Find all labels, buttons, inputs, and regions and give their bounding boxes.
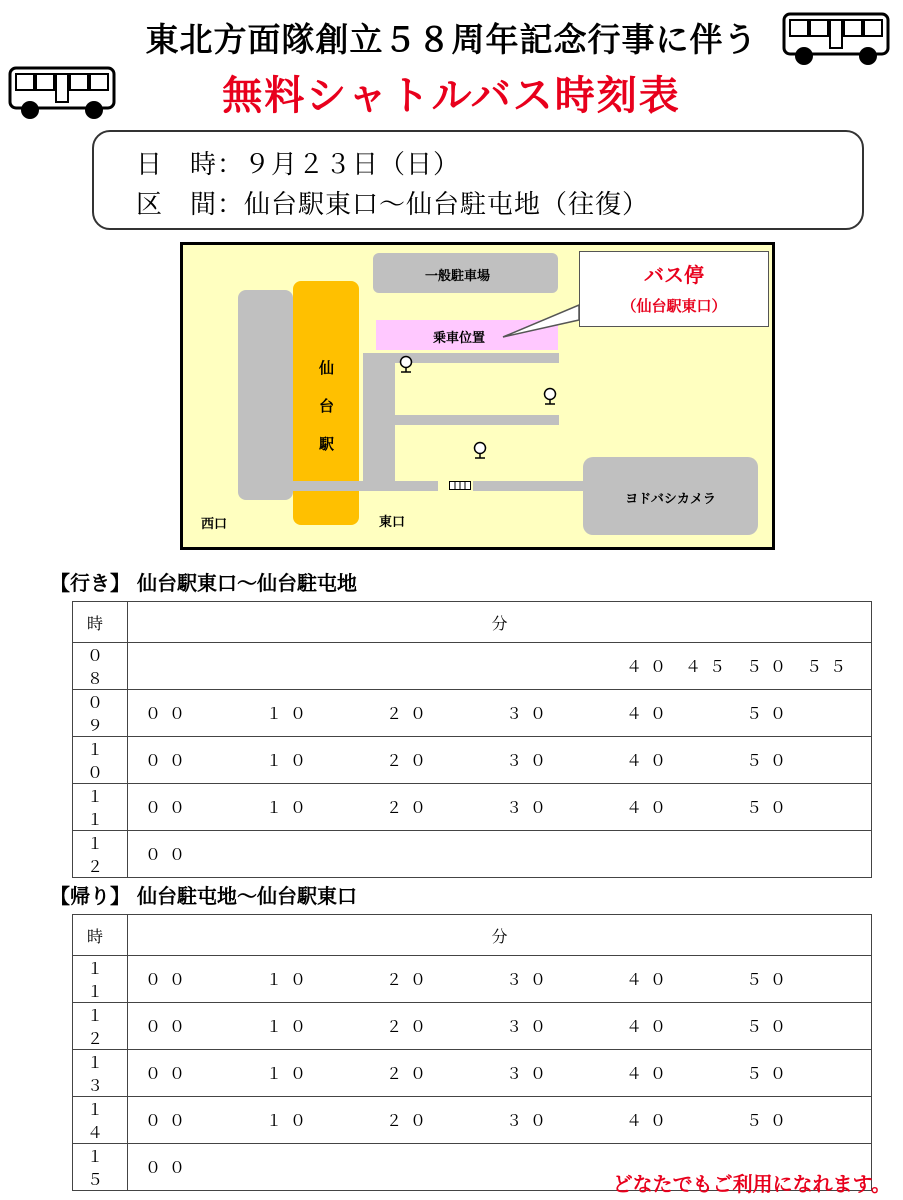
boarding-label: 乗車位置 — [433, 331, 486, 346]
departure-minute: ４０ — [626, 751, 675, 770]
hour-cell: １０ — [73, 737, 128, 784]
departure-minute: ３０ — [506, 1111, 555, 1130]
table-header-row — [73, 602, 872, 643]
bus-stop-icon-3 — [471, 441, 489, 461]
outbound-table — [72, 601, 872, 878]
station-char-1: 仙 — [319, 359, 335, 377]
hour-cell: １３ — [73, 1050, 128, 1097]
departure-minute: ２０ — [386, 751, 435, 770]
departure-minute: １０ — [266, 970, 315, 989]
table-row — [73, 690, 872, 737]
departure-minute: ００ — [145, 1017, 194, 1036]
departure-minute: ４０ — [626, 798, 675, 817]
departure-minute: ５５ — [806, 657, 855, 676]
hour-cell: １１ — [73, 956, 128, 1003]
minutes-cell — [128, 1003, 872, 1050]
departure-minute: ３０ — [506, 704, 555, 723]
table-row — [73, 956, 872, 1003]
table-row — [73, 1050, 872, 1097]
minutes-cell — [128, 643, 872, 690]
parking-label: 一般駐車場 — [425, 269, 491, 284]
inbound-title: 【帰り】 仙台駐屯地～仙台駅東口 — [50, 884, 357, 908]
minute-header: 分 — [128, 915, 872, 956]
minutes-cell — [128, 784, 872, 831]
departure-minute: ５０ — [746, 970, 795, 989]
departure-minute: ５０ — [746, 657, 795, 676]
outbound-rows — [73, 643, 872, 878]
departure-minute: ００ — [145, 751, 194, 770]
hour-cell: １１ — [73, 784, 128, 831]
hour-cell: ０８ — [73, 643, 128, 690]
title-line-2: 無料シャトルバス時刻表 — [222, 73, 681, 119]
departure-minute: ５０ — [746, 1017, 795, 1036]
departure-minute: ４０ — [626, 1017, 675, 1036]
minute-header: 分 — [128, 602, 872, 643]
departure-minute: １０ — [266, 798, 315, 817]
date-line — [136, 144, 460, 181]
hour-header: 時 — [73, 915, 128, 956]
outbound-title: 【行き】 仙台駅東口～仙台駐屯地 — [50, 571, 357, 595]
hour-cell: ０９ — [73, 690, 128, 737]
departure-minute: ５０ — [746, 751, 795, 770]
info-box — [92, 130, 864, 230]
hour-header: 時 — [73, 602, 128, 643]
table-row — [73, 784, 872, 831]
departure-minute: ００ — [145, 845, 194, 864]
departure-minute: ００ — [145, 1064, 194, 1083]
east-exit-label: 東口 — [379, 515, 406, 530]
departure-minute: ３０ — [506, 1064, 555, 1083]
departure-minute: ５０ — [746, 1064, 795, 1083]
table-row — [73, 831, 872, 878]
bus-stop-subtitle: （仙台駅東口） — [621, 297, 727, 315]
departure-minute: ５０ — [746, 1111, 795, 1130]
departure-minute: ００ — [145, 704, 194, 723]
title-line-1: 東北方面隊創立５８周年記念行事に伴う — [145, 20, 758, 59]
minutes-cell — [128, 956, 872, 1003]
bus-icon-left — [8, 66, 116, 122]
departure-minute: ５０ — [746, 798, 795, 817]
route-label: 区 間： — [136, 190, 245, 220]
minutes-cell — [128, 831, 872, 878]
departure-minute: ２０ — [386, 1111, 435, 1130]
departure-minute: ３０ — [506, 970, 555, 989]
hour-cell: １４ — [73, 1097, 128, 1144]
store-label: ヨドバシカメラ — [625, 492, 716, 507]
departure-minute: ４０ — [626, 657, 675, 676]
departure-minute: ００ — [145, 970, 194, 989]
departure-minute: ３０ — [506, 751, 555, 770]
station-char-2: 台 — [319, 397, 335, 415]
departure-minute: ００ — [145, 798, 194, 817]
departure-minute: ４５ — [685, 657, 734, 676]
station-map — [180, 242, 775, 550]
departure-minute: １０ — [266, 704, 315, 723]
departure-minute: １０ — [266, 1111, 315, 1130]
departure-minute: ４０ — [626, 704, 675, 723]
departure-minute: １０ — [266, 751, 315, 770]
departure-minute: ４０ — [626, 1111, 675, 1130]
departure-minute: ００ — [145, 1158, 194, 1177]
bus-stop-icon-1 — [397, 355, 415, 375]
table-row — [73, 1097, 872, 1144]
minutes-cell — [128, 1097, 872, 1144]
departure-minute: ４０ — [626, 1064, 675, 1083]
departure-minute: ２０ — [386, 798, 435, 817]
footer-note: どなたでもご利用になれます。 — [612, 1172, 891, 1196]
departure-minute: ２０ — [386, 1017, 435, 1036]
bus-icon-right — [782, 12, 890, 68]
bus-stop-icon-2 — [541, 387, 559, 407]
table-header-row — [73, 915, 872, 956]
departure-minute: ００ — [145, 1111, 194, 1130]
minutes-cell — [128, 1050, 872, 1097]
minutes-cell — [128, 737, 872, 784]
minutes-cell — [128, 690, 872, 737]
route-value: 仙台駅東口～仙台駐屯地（往復） — [244, 190, 650, 220]
departure-minute: ２０ — [386, 970, 435, 989]
bus-stop-title: バス停 — [644, 263, 704, 287]
table-row — [73, 737, 872, 784]
departure-minute: ３０ — [506, 1017, 555, 1036]
date-value: ９月２３日（日） — [244, 150, 461, 180]
departure-minute: ２０ — [386, 1064, 435, 1083]
west-exit-label: 西口 — [201, 517, 228, 532]
hour-cell: １２ — [73, 831, 128, 878]
inbound-rows — [73, 956, 872, 1191]
date-label: 日 時： — [136, 150, 245, 180]
station-char-3: 駅 — [319, 435, 335, 453]
departure-minute: １０ — [266, 1017, 315, 1036]
inbound-table — [72, 914, 872, 1191]
route-line — [136, 184, 649, 221]
departure-minute: ５０ — [746, 704, 795, 723]
table-row — [73, 643, 872, 690]
departure-minute: １０ — [266, 1064, 315, 1083]
hour-cell: １５ — [73, 1144, 128, 1191]
table-row — [73, 1003, 872, 1050]
crosswalk-icon — [449, 481, 471, 491]
departure-minute: ４０ — [626, 970, 675, 989]
departure-minute: ３０ — [506, 798, 555, 817]
hour-cell: １２ — [73, 1003, 128, 1050]
departure-minute: ２０ — [386, 704, 435, 723]
